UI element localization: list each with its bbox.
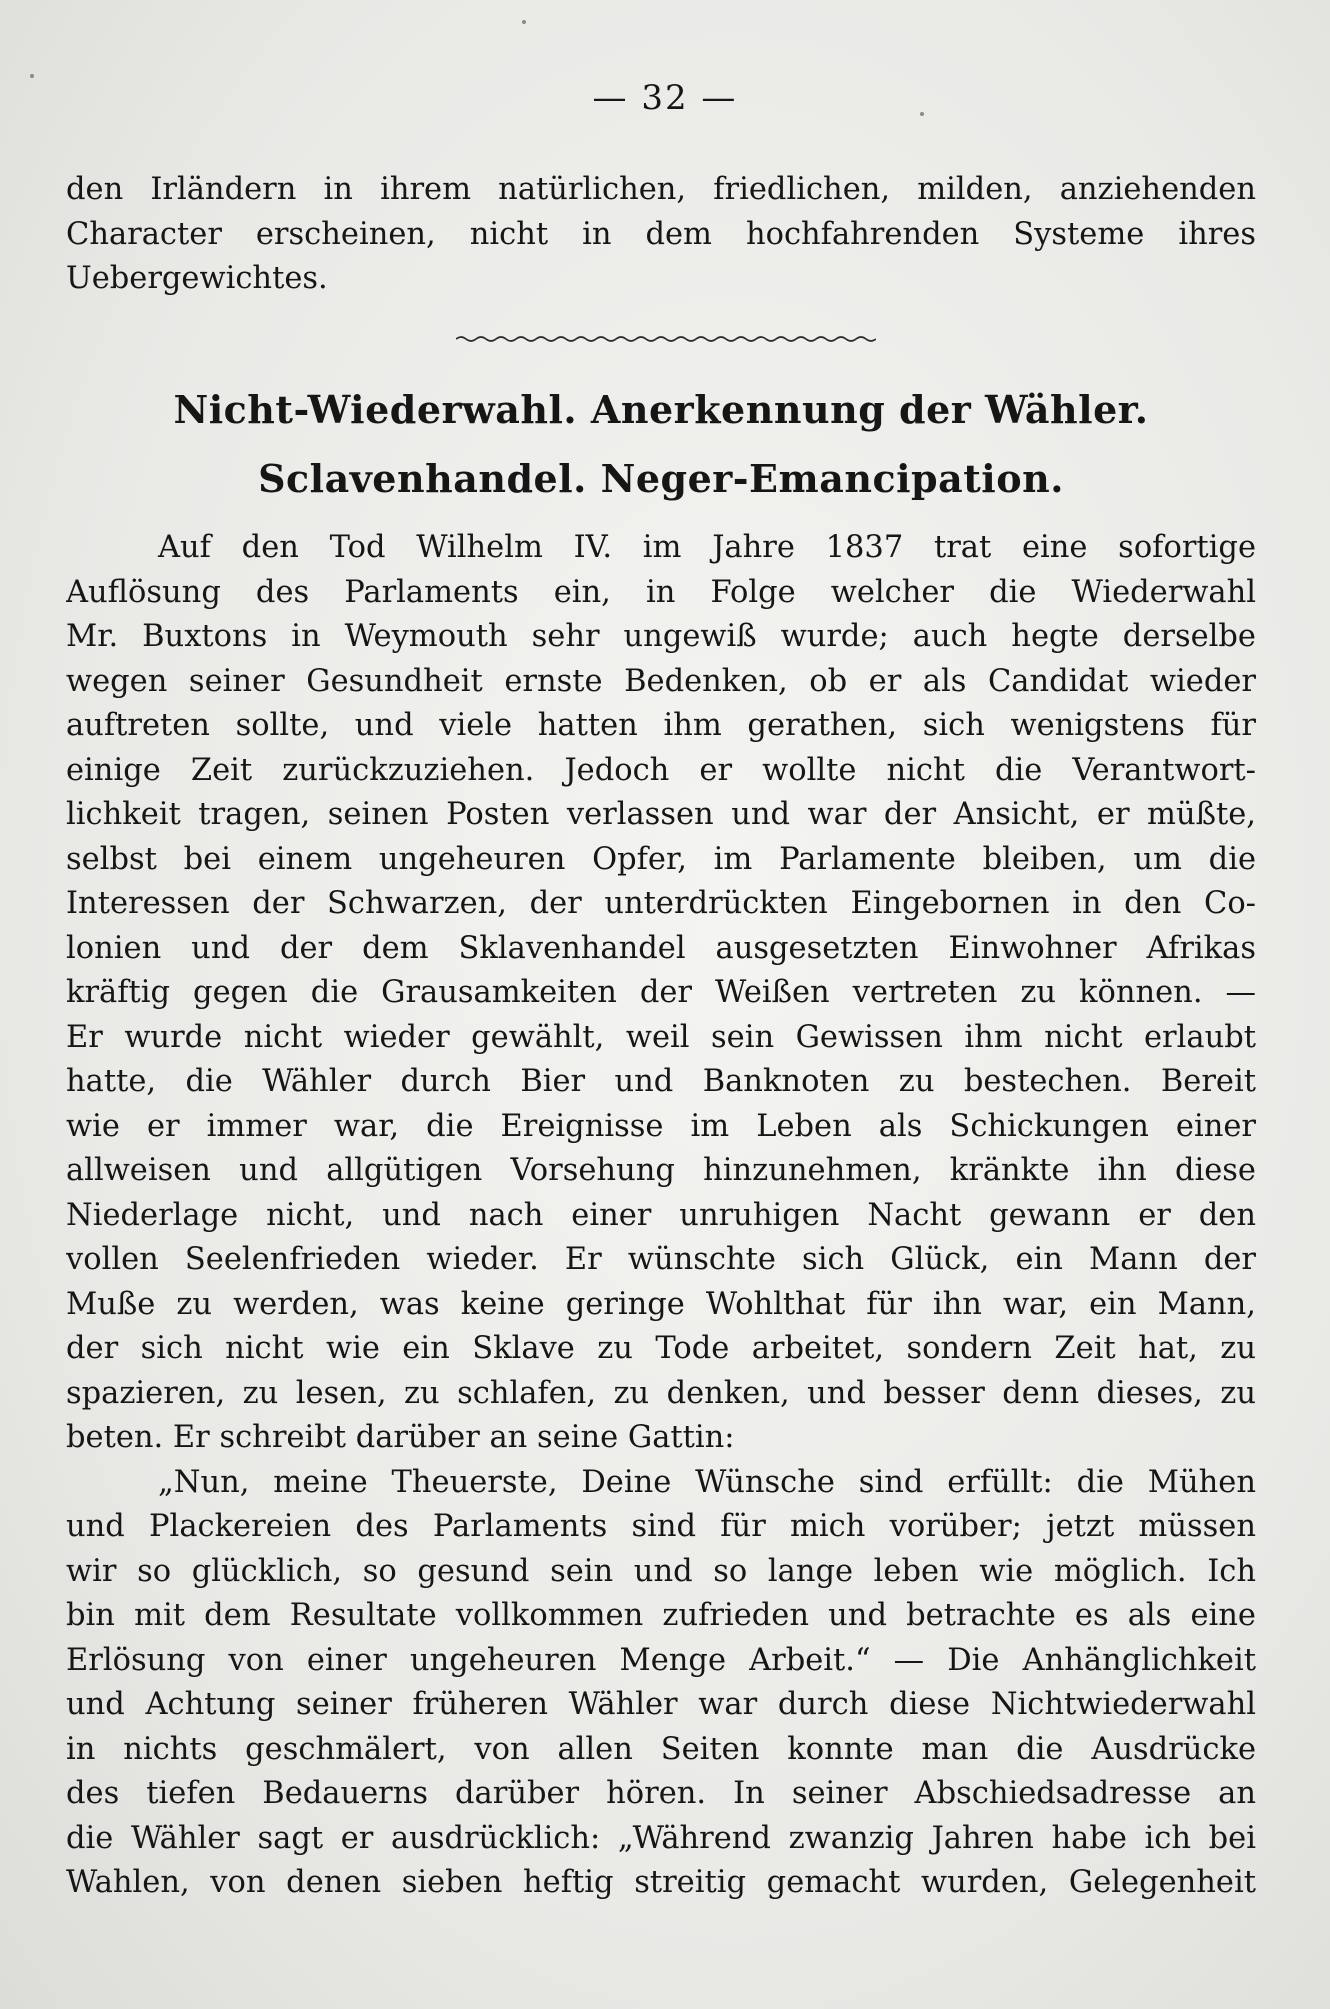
text-line: des tiefen Bedauerns darüber hören. In seiner Abschiedsadresse an xyxy=(66,1776,1256,1811)
text-line: Character erscheinen, nicht in dem hochfahrenden Systeme ihres xyxy=(66,216,1256,252)
text-line: selbst bei einem ungeheuren Opfer, im Parlamente bleiben, um die xyxy=(66,841,1256,877)
text-line: Wahlen, von denen sieben heftig streitig gemacht wurden, Gelegenheit xyxy=(66,1865,1256,1900)
text-line: in nichts geschmälert, von allen Seiten konnte man die Ausdrücke xyxy=(66,1731,1256,1767)
text-line: kräftig gegen die Grausamkeiten der Weißen vertreten zu können. — xyxy=(66,975,1256,1010)
text-line: die Wähler sagt er ausdrücklich: „Während zwanzig Jahren habe ich bei xyxy=(66,1820,1256,1856)
text-line: Uebergewichtes. xyxy=(66,261,328,296)
text-line: den Irländern in ihrem natürlichen, friedlichen, milden, anziehenden xyxy=(66,172,1256,207)
text-line: allweisen und allgütigen Vorsehung hinzunehmen, kränkte ihn diese xyxy=(66,1153,1256,1188)
text-line: Mr. Buxtons in Weymouth sehr ungewiß wurde; auch hegte derselbe xyxy=(66,619,1256,654)
text-line: vollen Seelenfrieden wieder. Er wünschte sich Glück, ein Mann der xyxy=(66,1242,1256,1277)
text-line: und Plackereien des Parlaments sind für mich vorüber; jetzt müssen xyxy=(66,1509,1256,1544)
text-line: „Nun, meine Theuerste, Deine Wünsche sind erfüllt: die Mühen xyxy=(158,1464,1256,1500)
text-line: hatte, die Wähler durch Bier und Banknoten zu bestechen. Bereit xyxy=(66,1064,1256,1099)
page-number: — 32 — xyxy=(592,78,738,118)
text-line: und Achtung seiner früheren Wähler war durch diese Nichtwiederwahl xyxy=(66,1687,1256,1722)
continued-paragraph xyxy=(66,168,1256,302)
text-line: der sich nicht wie ein Sklave zu Tode arbeitet, sondern Zeit hat, zu xyxy=(66,1331,1256,1366)
text-line: lichkeit tragen, seinen Posten verlassen und war der Ansicht, er müßte, xyxy=(66,797,1256,832)
text-line: Interessen der Schwarzen, der unterdrückten Eingebornen in den Co- xyxy=(66,886,1256,921)
text-line: wegen seiner Gesundheit ernste Bedenken, ob er als Candidat wieder xyxy=(66,663,1256,699)
text-line: Erlösung von einer ungeheuren Menge Arbeit.“ — Die Anhänglichkeit xyxy=(66,1642,1256,1678)
scan-speck xyxy=(522,20,526,24)
text-line: Auf den Tod Wilhelm IV. im Jahre 1837 trat eine sofortige xyxy=(158,530,1256,565)
text-line: bin mit dem Resultate vollkommen zufrieden und betrachte es als eine xyxy=(66,1598,1256,1633)
text-line: auftreten sollte, und viele hatten ihm gerathen, sich wenigstens für xyxy=(66,708,1256,743)
text-line: beten. Er schreibt darüber an seine Gattin: xyxy=(66,1420,735,1455)
text-line: wie er immer war, die Ereignisse im Leben als Schickungen einer xyxy=(66,1108,1256,1144)
section-heading-line-1: Nicht-Wiederwahl. Anerkennung der Wähler. xyxy=(173,387,1149,432)
text-line: Er wurde nicht wieder gewählt, weil sein Gewissen ihm nicht erlaubt xyxy=(66,1019,1256,1055)
text-line: Niederlage nicht, und nach einer unruhigen Nacht gewann er den xyxy=(66,1197,1256,1233)
text-line: Auflösung des Parlaments ein, in Folge welcher die Wiederwahl xyxy=(66,574,1256,610)
wavy-divider xyxy=(456,334,876,344)
section-heading-line-2: Sclavenhandel. Neger-Emancipation. xyxy=(258,456,1064,501)
text-line: einige Zeit zurückzuziehen. Jedoch er wollte nicht die Verantwort- xyxy=(66,752,1256,788)
text-line: lonien und der dem Sklavenhandel ausgesetzten Einwohner Afrikas xyxy=(66,930,1256,966)
text-line: Muße zu werden, was keine geringe Wohlthat für ihn war, ein Mann, xyxy=(66,1286,1256,1322)
text-line: spazieren, zu lesen, zu schlafen, zu denken, und besser denn dieses, zu xyxy=(66,1375,1256,1411)
main-paragraph xyxy=(66,526,1256,1906)
text-line: wir so glücklich, so gesund sein und so lange leben wie möglich. Ich xyxy=(66,1553,1256,1589)
